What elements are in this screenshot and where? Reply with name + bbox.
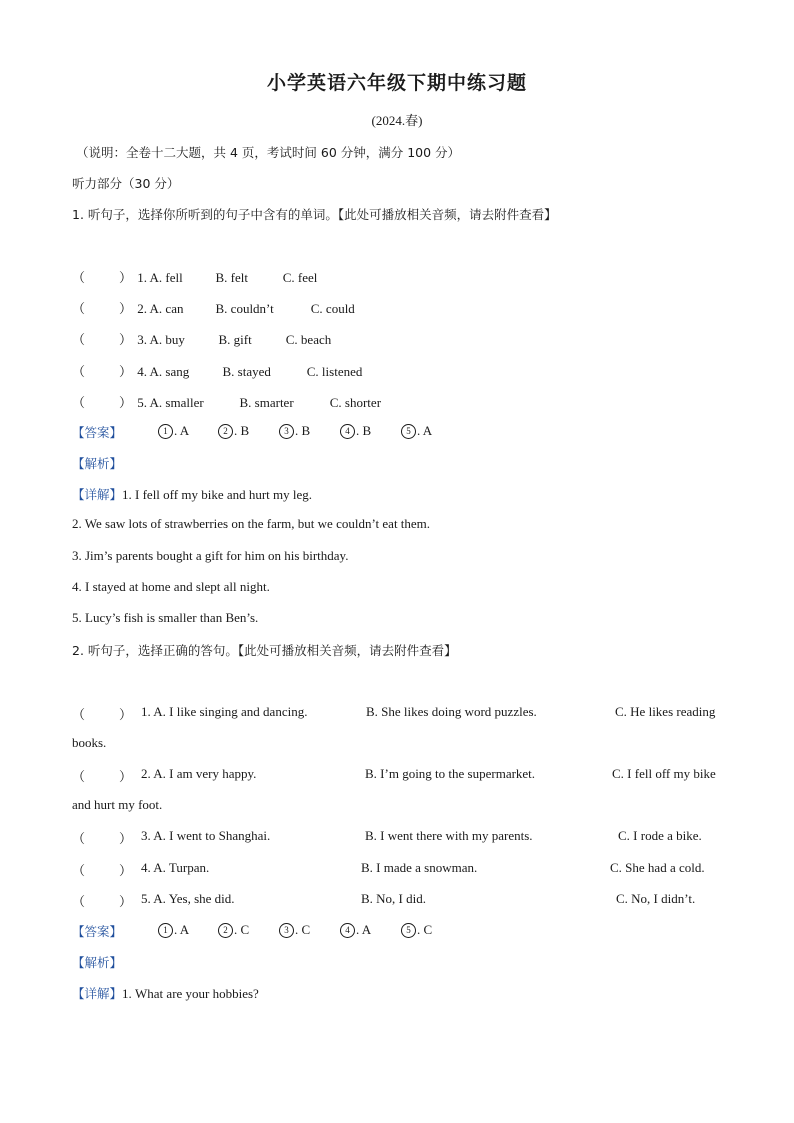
q2-item bbox=[72, 766, 134, 785]
answer-blank[interactable]: （ ） bbox=[72, 769, 133, 784]
answer-blank[interactable]: （ ） bbox=[72, 332, 133, 347]
option-c: C. He likes reading bbox=[615, 704, 716, 719]
option-c: C. I fell off my bike bbox=[612, 766, 716, 781]
q1-item: （ ） 4. A. sang B. stayed C. listened bbox=[72, 361, 362, 380]
option-c: C. No, I didn’t. bbox=[616, 891, 696, 906]
detail-line: 4. I stayed at home and slept all night. bbox=[72, 579, 270, 594]
q2-answer-row bbox=[72, 922, 122, 940]
detail-line: 【详解】1. I fell off my bike and hurt my leg. bbox=[72, 487, 313, 502]
answer-blank[interactable]: （ ） bbox=[72, 270, 133, 285]
q2-answer: 5 . C bbox=[401, 922, 432, 938]
q1-item: （ ） 3. A. buy B. gift C. beach bbox=[72, 329, 331, 348]
answer-blank[interactable]: （ ） bbox=[72, 894, 133, 909]
option-a: 2. A. I am very happy. bbox=[141, 766, 257, 781]
question-1-prompt: 1. 听句子，选择你所听到的句子中含有的单词。【此处可播放相关音频，请去附件查看】 bbox=[72, 207, 557, 222]
answer-blank[interactable]: （ ） bbox=[72, 707, 133, 722]
q1-answer: 2 . B bbox=[218, 423, 249, 439]
option-b: B. I went there with my parents. bbox=[365, 828, 533, 843]
q1-item: （ ） 2. A. can B. couldn’t C. could bbox=[72, 298, 355, 317]
answer-blank[interactable]: （ ） bbox=[72, 395, 133, 410]
option-b: B. No, I did. bbox=[361, 891, 426, 906]
answer-blank[interactable]: （ ） bbox=[72, 831, 133, 846]
option-a: 3. A. I went to Shanghai. bbox=[141, 828, 271, 843]
option-a: 1. A. I like singing and dancing. bbox=[141, 704, 308, 719]
exam-note: （说明：全卷十二大题，共 4 页，考试时间 60 分钟，满分 100 分） bbox=[76, 145, 461, 160]
question-2-prompt: 2. 听句子，选择正确的答句。【此处可播放相关音频，请去附件查看】 bbox=[72, 643, 457, 658]
option-a: 4. A. Turpan. bbox=[141, 860, 210, 875]
answer-label: 【答案】 bbox=[72, 425, 123, 440]
answer-blank[interactable]: （ ） bbox=[72, 863, 133, 878]
page-title: 小学英语六年级下期中练习题 bbox=[266, 72, 527, 94]
detail-line: 2. We saw lots of strawberries on the farm, but we couldn’t eat them. bbox=[72, 516, 431, 531]
q1-item: （ ） 5. A. smaller B. smarter C. shorter bbox=[72, 392, 381, 411]
page-subtitle: (2024.春) bbox=[371, 113, 423, 128]
q2-answer: 2 . C bbox=[218, 922, 249, 938]
q1-answer: 4 . B bbox=[340, 423, 371, 439]
detail-line: 5. Lucy’s fish is smaller than Ben’s. bbox=[72, 610, 259, 625]
q1-answer: 3 . B bbox=[279, 423, 310, 439]
analysis-label: 【解析】 bbox=[72, 456, 123, 471]
option-b: B. I’m going to the supermarket. bbox=[365, 766, 536, 781]
option-wrap: books. bbox=[72, 735, 107, 750]
q1-item: （ ） 1. A. fell B. felt C. feel bbox=[72, 267, 317, 286]
q2-answer: 1 . A bbox=[158, 922, 189, 938]
analysis-label: 【解析】 bbox=[72, 955, 123, 970]
q1-answer-row bbox=[72, 423, 122, 441]
answer-blank[interactable]: （ ） bbox=[72, 301, 133, 316]
q2-answer: 3 . C bbox=[279, 922, 310, 938]
q1-answer: 1 . A bbox=[158, 423, 189, 439]
detail-line: 【详解】1. What are your hobbies? bbox=[72, 986, 259, 1001]
option-b: B. I made a snowman. bbox=[361, 860, 478, 875]
answer-label: 【答案】 bbox=[72, 924, 123, 939]
option-b: B. She likes doing word puzzles. bbox=[366, 704, 537, 719]
answer-blank[interactable]: （ ） bbox=[72, 364, 133, 379]
option-a: 5. A. Yes, she did. bbox=[141, 891, 235, 906]
q1-answer: 5 . A bbox=[401, 423, 432, 439]
q2-item bbox=[72, 704, 134, 723]
q2-item bbox=[72, 828, 134, 847]
section-header: 听力部分（30 分） bbox=[72, 176, 180, 191]
option-c: C. I rode a bike. bbox=[618, 828, 702, 843]
q2-answer: 4 . A bbox=[340, 922, 371, 938]
option-c: C. She had a cold. bbox=[610, 860, 705, 875]
q2-item bbox=[72, 891, 134, 910]
detail-line: 3. Jim’s parents bought a gift for him on his birthday. bbox=[72, 548, 349, 563]
option-wrap: and hurt my foot. bbox=[72, 797, 163, 812]
q2-item bbox=[72, 860, 134, 879]
